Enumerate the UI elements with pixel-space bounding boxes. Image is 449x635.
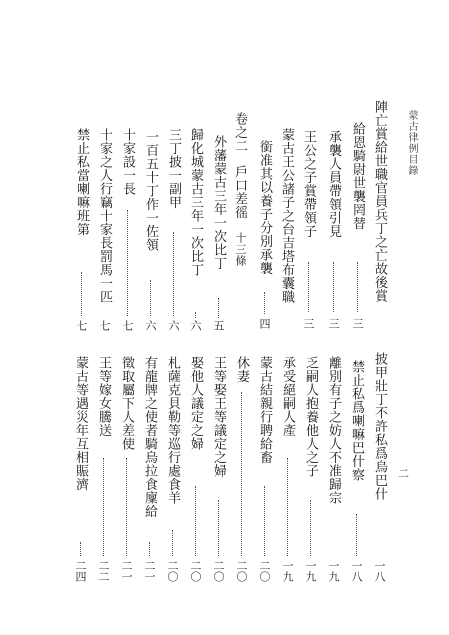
leader-dots <box>195 486 196 556</box>
toc-entry-title: 離別有子之妨人不准歸宗 <box>326 356 341 505</box>
leader-dots <box>264 486 265 556</box>
toc-page-number: 二二 <box>97 560 110 582</box>
leader-dots <box>80 542 81 556</box>
toc-entry-title: 乏嗣人抱養他人之子 <box>303 356 318 478</box>
leader-dots <box>195 312 196 318</box>
toc-entry-title: 王等嫁女騰送 <box>96 356 111 437</box>
toc-entry-title: 給恩騎尉世襲罔替 <box>350 122 365 230</box>
leader-dots <box>310 500 311 556</box>
toc-page-number: 二四 <box>74 560 87 582</box>
toc-entry-title: 娶他人議定之婦 <box>188 356 203 451</box>
toc-entry-title: 一百五十丁作一佐領 <box>143 130 158 252</box>
leader-dots <box>241 392 242 556</box>
toc-entry-title: 披甲壯丁不許私爲烏巴什 <box>372 352 387 501</box>
toc-page-number: 六 <box>189 320 202 331</box>
toc-entry-title: 外藩蒙古三年一次比丁 <box>211 135 226 270</box>
toc-page-number: 一八 <box>373 560 386 582</box>
toc-entry-title: 承襲人員帶領引見 <box>326 130 341 238</box>
toc-entry-title: 歸化城蒙古三年一次比丁 <box>188 128 203 277</box>
leader-dots <box>126 458 127 556</box>
toc-entry-title: 王公之子賞帶領子 <box>301 130 316 238</box>
toc-page-number: 七 <box>121 320 134 331</box>
toc-page-number: 二一 <box>120 560 133 582</box>
toc-page-number: 一九 <box>304 560 317 582</box>
leader-dots <box>356 514 357 556</box>
toc-entry-title: 陣亡賞給世職官員兵丁之亡故後賞 <box>372 100 387 303</box>
section-label: 卷之二 <box>232 112 247 153</box>
running-header: 蒙古律例目錄 <box>406 110 417 176</box>
toc-entry-title: 蒙古等遇災年互相賑濟 <box>73 356 88 491</box>
leader-dots <box>357 262 358 312</box>
leader-dots <box>150 280 151 316</box>
leader-dots <box>173 232 174 316</box>
leader-dots <box>308 262 309 312</box>
toc-page-number: 四 <box>258 318 271 329</box>
leader-dots <box>81 272 82 316</box>
toc-page-number: 二〇 <box>189 560 202 582</box>
toc-page-number: 六 <box>167 320 180 331</box>
leader-dots <box>127 210 128 316</box>
toc-entry-title: 承受絕嗣人產 <box>280 356 295 437</box>
toc-entry-title: 王等娶王等議定之婦 <box>211 356 226 478</box>
toc-entry-title: 休妻 <box>234 356 249 383</box>
leader-dots <box>103 458 104 556</box>
toc-entry-title: 十家設一長 <box>120 128 135 196</box>
section-count: 十三條 <box>234 232 247 267</box>
toc-page-number: 一八 <box>350 560 363 582</box>
toc-entry-title: 蒙古結親行聘給畜 <box>257 356 272 464</box>
leader-dots <box>149 542 150 556</box>
toc-entry-title: 銜准其以養子分別承襲 <box>257 140 272 275</box>
toc-page-number: 二〇 <box>235 560 248 582</box>
leader-dots <box>333 262 334 312</box>
toc-entry-title: 三丁披一副甲 <box>166 128 181 209</box>
toc-page-number: 七 <box>75 320 88 331</box>
toc-entry-title: 有龍牌之使者騎烏拉食廩給 <box>142 356 157 518</box>
leader-dots <box>172 530 173 556</box>
toc-page-number: 六 <box>144 320 157 331</box>
toc-page-number: 三 <box>351 318 364 329</box>
toc-entry-title: 札薩克貝勒等巡行處食羊 <box>165 356 180 505</box>
toc-page-number: 二〇 <box>212 560 225 582</box>
toc-page-number: 三 <box>302 318 315 329</box>
toc-entry-title: 禁止私當喇嘛班第 <box>74 128 89 236</box>
toc-page-number: 一九 <box>327 560 340 582</box>
page-folio: 二 <box>398 467 409 480</box>
toc-page-number: 二〇 <box>166 560 179 582</box>
leader-dots <box>218 298 219 318</box>
toc-page-number: 一九 <box>281 560 294 582</box>
section-title: 戶口差徭 <box>232 165 247 219</box>
leader-dots <box>287 458 288 556</box>
toc-page-number: 二〇 <box>258 560 271 582</box>
toc-entry-title: 蒙古王公諸子之台吉塔布囊職 <box>279 128 294 304</box>
toc-entry-title: 徵取屬下人差使 <box>119 356 134 451</box>
toc-page-number: 五 <box>212 320 225 331</box>
toc-page-number: 七 <box>98 320 111 331</box>
toc-entry-title: 禁止私爲喇嘛巴什察 <box>349 360 364 482</box>
toc-entry-title: 十家之人行竊十家長罰馬一匹 <box>97 128 112 304</box>
leader-dots <box>218 500 219 556</box>
toc-page-number: 二一 <box>143 560 156 582</box>
leader-dots <box>264 292 265 314</box>
toc-page-number: 三 <box>327 318 340 329</box>
